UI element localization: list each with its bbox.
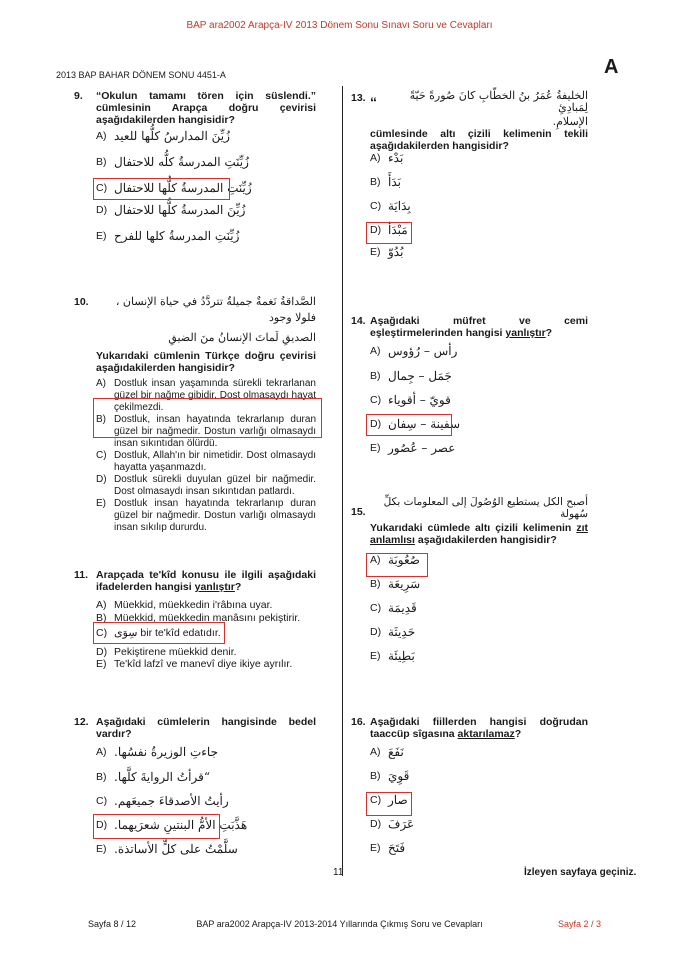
q10-number: 10. [74, 296, 89, 308]
q16-stem: Aşağıdaki fiillerden hangisi doğrudan taaccüp sîgasına aktarılamaz? [370, 716, 588, 740]
footer-page-right: Sayfa 2 / 3 [558, 919, 602, 929]
q13-number: 13. [351, 92, 366, 104]
q10-option-b[interactable]: B) Dostluk, insan hayatında tekrarlanıp duran güzel bir nağmedir. Dostun varlığı olmasaydı insan sıkıntıdan ölürdü. [96, 414, 316, 449]
question-16 [370, 716, 588, 856]
q13-option-b[interactable]: B) بَدَأَ [370, 175, 401, 190]
q16-answer-box [366, 792, 412, 816]
q15-option-a[interactable]: A) صُعُوبَة [370, 553, 420, 568]
column-divider [342, 86, 343, 876]
q9-option-d[interactable]: D) زُيِّنَ المدرسةُ كلُّها للاحتفال [96, 203, 246, 218]
exam-page-number: 11 [333, 867, 344, 878]
q10-arabic-line-1: الصَّداقةُ نَغمةٌ جميلةٌ تتردَّدُ في حياة الإنسان ، فلولا وجود [115, 295, 316, 324]
q13-arabic-line-2: الإسلامِ. [552, 115, 588, 128]
q9-number: 9. [74, 90, 83, 102]
booklet-letter: A [604, 56, 619, 78]
q16-option-a[interactable]: A) نَفَعَ [370, 745, 404, 760]
q12-option-b[interactable]: B) “قرأتُ الروايةَ كلَّها. [96, 770, 210, 785]
q13-option-c[interactable]: C) بِدَايَة [370, 199, 411, 214]
q11-option-e[interactable]: E) Te'kîd lafzî ve manevî diye ikiye ayrılır. [96, 658, 293, 670]
q9-option-c[interactable]: C) زُيِّنَتِ المدرسةُ كلُّها للاحتفال [96, 181, 252, 196]
question-13 [370, 89, 588, 260]
q13-arabic-line-1: الخليفةُ عُمَرُ بنُ الخطّابِ كانَ صُورةً حَيّةً لِمَبادِئِ [409, 89, 588, 114]
q10-stem: Yukarıdaki cümlenin Türkçe doğru çevirisi aşağıdakilerden hangisidir? [96, 350, 316, 374]
q15-number: 15. [351, 506, 366, 518]
q11-answer-box [93, 622, 225, 644]
question-14 [370, 315, 588, 456]
q15-option-b[interactable]: B) سَرِيعَة [370, 577, 421, 592]
q14-option-e[interactable]: E) عصر – عُصُور [370, 441, 456, 456]
next-page-notice: İzleyen sayfaya geçiniz. [524, 867, 637, 878]
q15-option-d[interactable]: D) حَدِيثَة [370, 625, 416, 640]
question-12 [96, 716, 316, 857]
q9-option-b[interactable]: B) زُيِّنَتِ المدرسةُ كلُّه للاحتفال [96, 155, 249, 170]
q12-option-c[interactable]: C) رأيتُ الأصدقاءَ جميعَهم. [96, 794, 229, 809]
q10-option-e[interactable]: E) Dostluk insan hayatında tekrarlanıp duran güzel bir nağmedir. Dostun varlığı olmasaydı insan sıkılıp dururdu. [96, 498, 316, 533]
q13-option-d[interactable]: D) مَبْدَأ [370, 223, 408, 238]
q14-option-a[interactable]: A) رأس – رُؤوس [370, 344, 458, 359]
q14-option-d[interactable]: D) سفينة – سِفان [370, 417, 461, 432]
q15-option-e[interactable]: E) بَطِيئَة [370, 649, 415, 664]
q13-option-e[interactable]: E) بُدُوّ [370, 245, 404, 260]
q9-option-a[interactable]: A) زُيِّنَ المدارسُ كلُّها للعيد [96, 129, 230, 144]
exam-code: 2013 BAP BAHAR DÖNEM SONU 4451-A [56, 70, 226, 80]
q10-answer-box [93, 398, 322, 438]
q15-arabic: أصبح الكل يستطيع الوُصُولَ إلى المعلومات بكلِّ سُهولة [383, 496, 588, 520]
q9-stem: “Okulun tamamı tören için süslendi.” cümlesinin Arapça doğru çevirisi aşağıdakilerden hangisidir? [96, 90, 316, 126]
q15-stem: Yukarıdaki cümlede altı çizili kelimenin zıt anlamlısı aşağıdakilerden hangisidir? [370, 522, 588, 546]
q11-option-d[interactable]: D) Pekiştirene müekkid denir. [96, 646, 237, 658]
q15-option-c[interactable]: C) قَدِيمَة [370, 601, 417, 616]
q16-number: 16. [351, 716, 366, 728]
q12-answer-box [93, 814, 220, 839]
q10-option-c[interactable]: C) Dostluk, Allah'ın bir nimetidir. Dost olmasaydı hayatta yaşanmazdı. [96, 450, 316, 473]
q16-option-c[interactable]: C) صار [370, 793, 408, 808]
q11-option-c[interactable]: C) سِوَى bir te'kîd edatıdır. [96, 626, 221, 640]
q12-option-a[interactable]: A) جاءتِ الوزيرةُ نفسُها. [96, 745, 218, 760]
q10-option-d[interactable]: D) Dostluk sürekli duyulan güzel bir nağmedir. Dost olmasaydı insan sıkıntıdan patlardı. [96, 474, 316, 497]
footer-title: BAP ara2002 Arapça-IV 2013-2014 Yıllarında Çıkmış Soru ve Cevapları [196, 919, 483, 929]
q12-option-d[interactable]: D) هَذَّبَتِ الأمُّ البنتينِ شعرَيهما. [96, 818, 248, 833]
q16-option-b[interactable]: B) قَوِيَ [370, 769, 410, 784]
q11-stem: Arapçada te'kîd konusu ile ilgili aşağıdaki ifadelerden hangisi yanlıştır? [96, 569, 316, 593]
q13-option-a[interactable]: A) بَدْء [370, 151, 404, 166]
q12-number: 12. [74, 716, 89, 728]
q10-arabic-line-2: الصديقِ لَماتَ الإنسانُ منَ الضيقِ [168, 331, 316, 344]
q11-option-a[interactable]: A) Müekkid, müekkedin i'râbına uyar. [96, 599, 273, 611]
q14-number: 14. [351, 315, 366, 327]
q9-option-e[interactable]: E) زُيِّنَتِ المدرسةُ كلها للفرح [96, 229, 240, 244]
document-title: BAP ara2002 Arapça-IV 2013 Dönem Sonu Sınavı Soru ve Cevapları [186, 20, 493, 31]
q16-option-e[interactable]: E) فَتَحَ [370, 841, 406, 856]
q13-quote-mark: “ [370, 94, 377, 110]
q10-option-a[interactable]: A) Dostluk insan yaşamında sürekli tekrarlanan güzel bir nağme gibidir. Dost olmasaydı hayat çekilmezdi. [96, 378, 316, 413]
question-9 [96, 90, 316, 244]
q12-stem: Aşağıdaki cümlelerin hangisinde bedel vardır? [96, 716, 316, 740]
q11-number: 11. [74, 569, 89, 581]
q14-option-b[interactable]: B) جَمَل – جِمال [370, 369, 452, 384]
q14-option-c[interactable]: C) قويّ – أقوياء [370, 393, 451, 408]
q13-stem: cümlesinde altı çizili kelimenin tekili aşağıdakilerden hangisidir? [370, 128, 588, 152]
q15-answer-box [366, 553, 428, 577]
q13-answer-box [366, 222, 412, 244]
question-11 [96, 569, 316, 670]
q12-option-e[interactable]: E) سلَّمْتُ على كلٍّ الأساتذة. [96, 842, 238, 857]
q11-option-b[interactable]: B) Müekkid, müekkedin manâsını pekiştirir. [96, 612, 301, 624]
q14-answer-box [366, 414, 452, 436]
q9-answer-box [93, 178, 230, 200]
q14-stem: Aşağıdaki müfret ve cemi eşleştirmelerinden hangisi yanlıştır? [370, 315, 588, 339]
footer-page-left: Sayfa 8 / 12 [88, 919, 137, 929]
question-15 [370, 496, 588, 664]
q16-option-d[interactable]: D) عَرَفَ [370, 817, 415, 832]
